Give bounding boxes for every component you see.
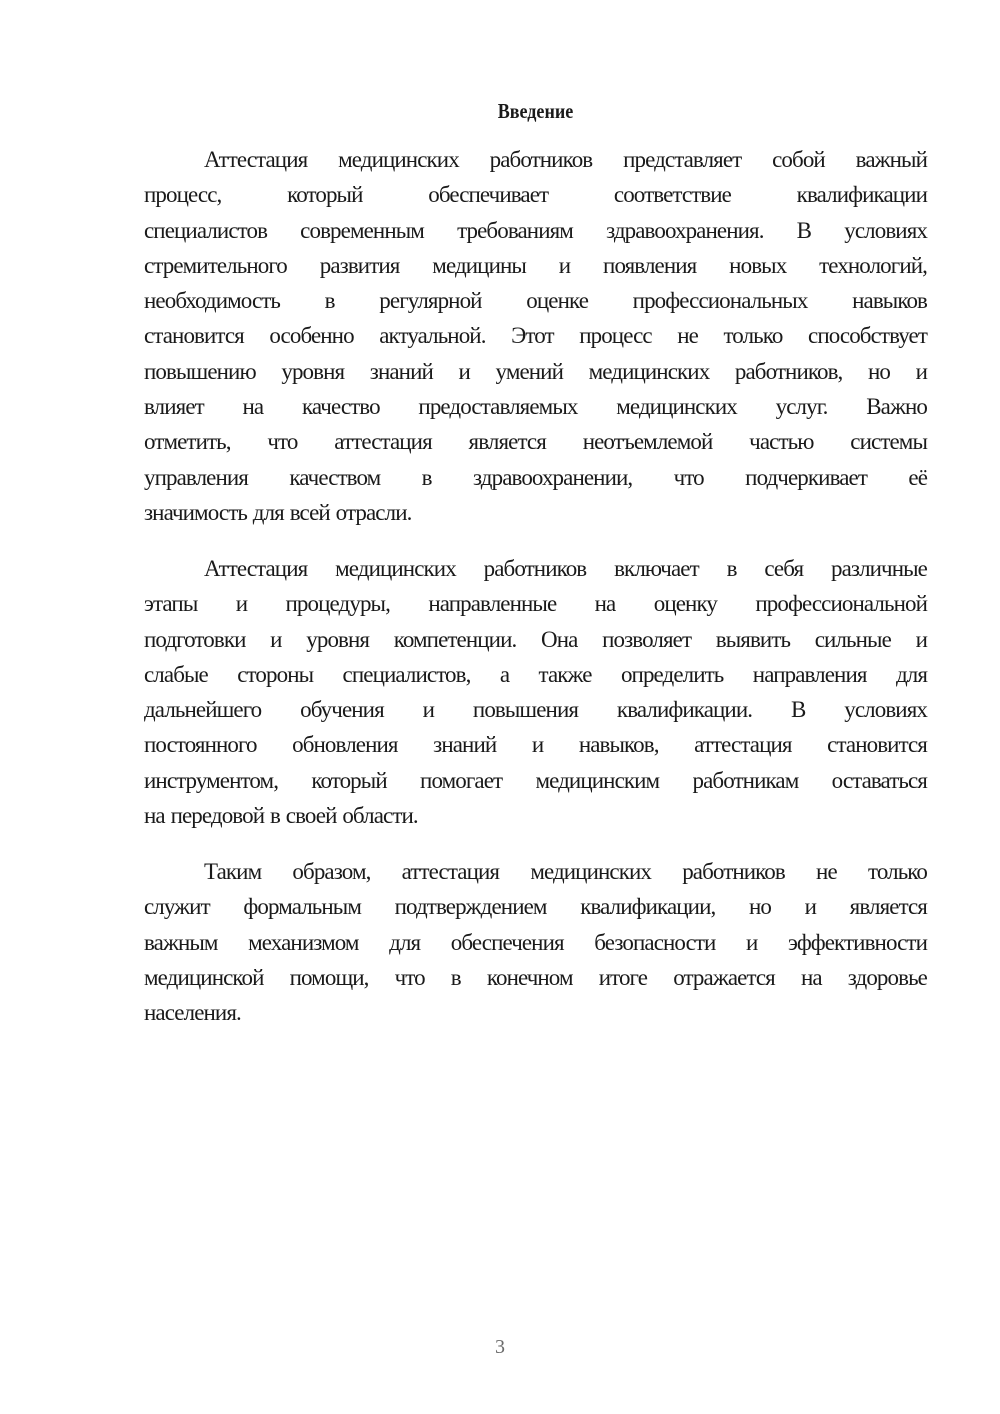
text-line: Таким образом, аттестация медицинских работников не только (204, 859, 927, 884)
text-line: медицинской помощи, что в конечном итоге отражается на здоровье (144, 964, 927, 990)
text-line: дальнейшего обучения и повышения квалификации. В условиях (144, 697, 927, 723)
text-line: управления качеством в здравоохранении, что подчеркивает её (144, 464, 927, 490)
text-line: постоянного обновления знаний и навыков, аттестация становится (144, 732, 927, 758)
page-number: 3 (495, 1336, 505, 1358)
text-line: Аттестация медицинских работников включает в себя различные (204, 556, 927, 581)
text-line: влияет на качество предоставляемых медицинских услуг. Важно (144, 394, 927, 420)
paragraph-1 (144, 142, 927, 530)
text-line: служит формальным подтверждением квалификации, но и является (144, 894, 927, 920)
text-line: инструментом, который помогает медицинским работникам оставаться (144, 767, 927, 793)
text-line: повышению уровня знаний и умений медицинских работников, но и (144, 358, 927, 384)
text-line: населения. (144, 1000, 241, 1026)
text-line: процесс, который обеспечивает соответствие квалификации (144, 182, 927, 208)
text-line: необходимость в регулярной оценке профессиональных навыков (144, 288, 927, 314)
text-line: значимость для всей отрасли. (144, 499, 412, 525)
text-line: важным механизмом для обеспечения безопасности и эффективности (144, 929, 927, 955)
text-line: специалистов современным требованиям здравоохранения. В условиях (144, 217, 927, 243)
text-line: на передовой в своей области. (144, 803, 418, 829)
text-line: отметить, что аттестация является неотъемлемой частью системы (144, 429, 927, 455)
text-line: стремительного развития медицины и появления новых технологий, (144, 252, 927, 278)
paragraph-3 (144, 854, 927, 1030)
text-line: подготовки и уровня компетенции. Она позволяет выявить сильные и (144, 626, 927, 652)
paragraph-2 (144, 551, 927, 833)
text-line: становится особенно актуальной. Этот процесс не только способствует (144, 323, 927, 349)
text-line: Аттестация медицинских работников представляет собой важный (204, 147, 927, 172)
text-line: этапы и процедуры, направленные на оценку профессиональной (144, 591, 927, 617)
text-line: слабые стороны специалистов, а также определить направления для (144, 661, 927, 687)
section-title: Введение (497, 99, 574, 123)
